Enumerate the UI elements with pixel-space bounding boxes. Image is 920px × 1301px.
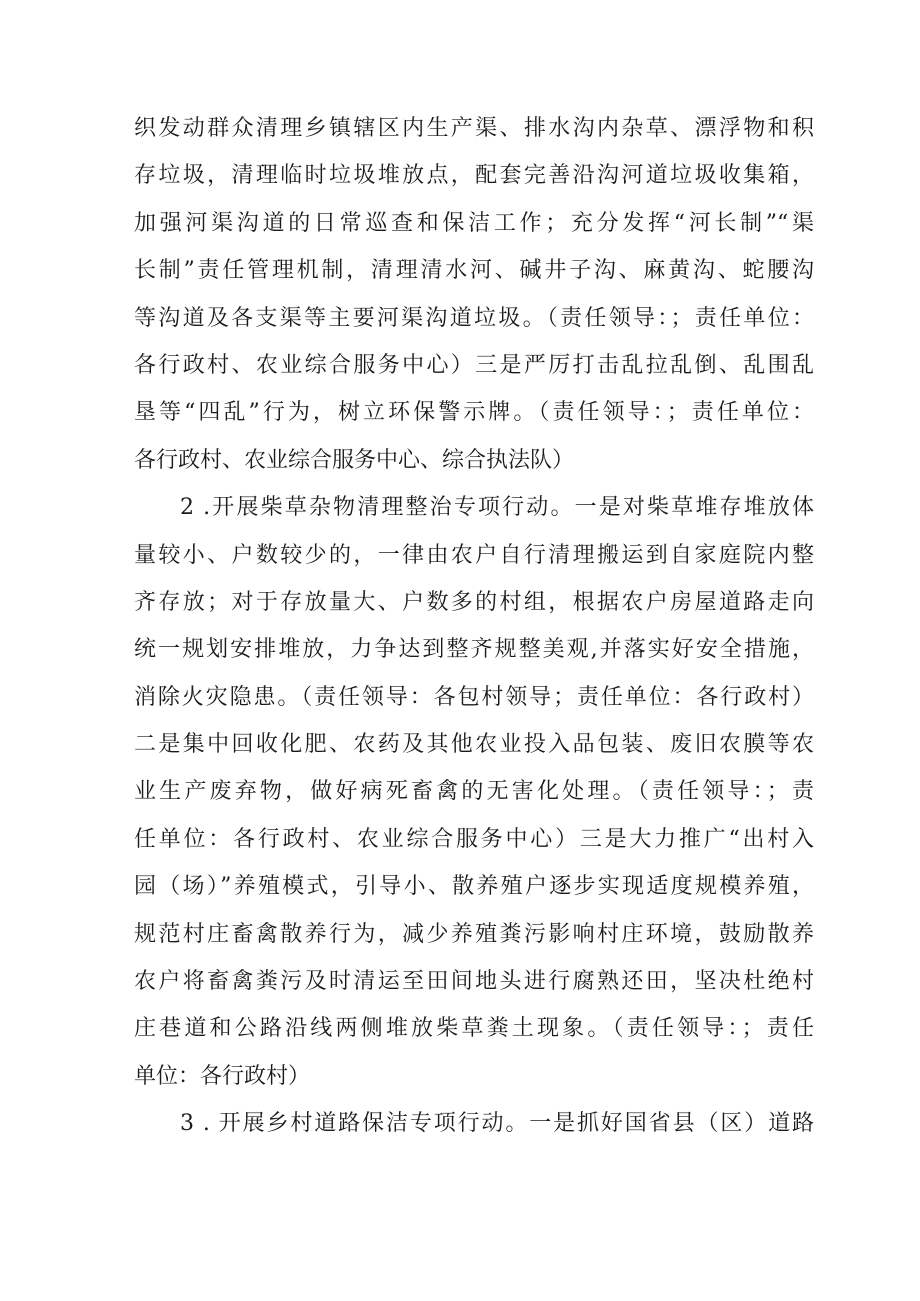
text-line: 二是集中回收化肥、农药及其他农业投入品包装、废旧农膜等农 [134, 732, 814, 758]
text-line: 单位：各行政村） [134, 1063, 311, 1089]
text-line: 庄巷道和公路沿线两侧堆放柴草粪土现象。（责任领导：；责任 [134, 1016, 814, 1042]
text-line: 加强河渠沟道的日常巡查和保洁工作；充分发挥“河长制”“渠 [134, 210, 814, 236]
text-line: 各行政村、农业综合服务中心、综合执法队） [134, 447, 575, 473]
text-line: 各行政村、农业综合服务中心）三是严厉打击乱拉乱倒、乱围乱 [134, 352, 814, 378]
body-text [134, 105, 814, 1148]
text-line: 任单位：各行政村、农业综合服务中心）三是大力推广“出村入 [134, 826, 814, 852]
text-line: 园（场）”养殖模式，引导小、散养殖户逐步实现适度规模养殖， [134, 874, 814, 900]
text-line: 业生产废弃物，做好病死畜禽的无害化处理。（责任领导：；责 [134, 779, 814, 805]
section-heading-3: 3 . 开展乡村道路保洁专项行动。一是抓好国省县（区）道路 [180, 1111, 814, 1137]
text-line: 齐存放；对于存放量大、户数多的村组，根据农户房屋道路走向 [134, 589, 814, 615]
text-line: 存垃圾，清理临时垃圾堆放点，配套完善沿沟河道垃圾收集箱， [134, 163, 814, 189]
text-line: 统一规划安排堆放，力争达到整齐规整美观,并落实好安全措施， [134, 637, 814, 663]
text-line: 规范村庄畜禽散养行为，减少养殖粪污影响村庄环境，鼓励散养 [134, 921, 814, 947]
text-line: 织发动群众清理乡镇辖区内生产渠、排水沟内杂草、漂浮物和积 [134, 116, 814, 141]
text-line: 消除火灾隐患。（责任领导：各包村领导；责任单位：各行政村） [134, 684, 814, 710]
text-line: 垦等“四乱”行为，树立环保警示牌。（责任领导：；责任单位： [134, 400, 814, 426]
text-line: 量较小、户数较少的，一律由农户自行清理搬运到自家庭院内整 [134, 542, 814, 568]
section-heading-2: 2 .开展柴草杂物清理整治专项行动。一是对柴草堆存堆放体 [180, 495, 814, 521]
text-line: 等沟道及各支渠等主要河渠沟道垃圾。（责任领导：；责任单位： [134, 305, 814, 331]
text-line: 长制”责任管理机制，清理清水河、碱井子沟、麻黄沟、蛇腰沟 [134, 258, 814, 284]
text-line: 农户将畜禽粪污及时清运至田间地头进行腐熟还田，坚决杜绝村 [134, 969, 814, 995]
